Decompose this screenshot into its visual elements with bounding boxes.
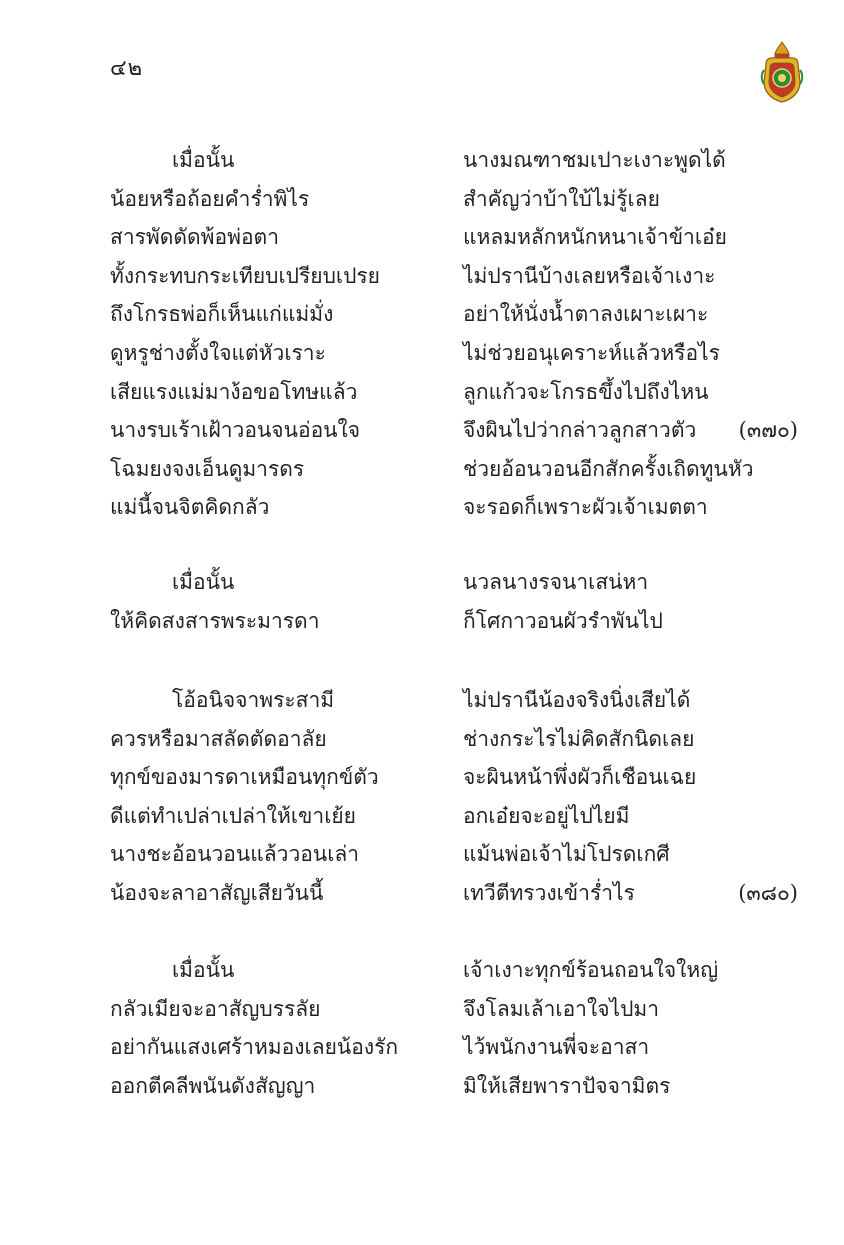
verse-left-hemistich: ดูหรูช่างตั้งใจแต่หัวเราะ — [110, 341, 326, 365]
verse-right-hemistich: เทวีตีทรวงเข้าร่ำไร — [463, 881, 635, 905]
verse-right-hemistich: สำคัญว่าบ้าใบ้ไม่รู้เลย — [463, 186, 660, 211]
verse-left-hemistich: น้อยหรือถ้อยคำร่ำพิไร — [110, 186, 310, 211]
verse-right-hemistich: ไม่ช่วยอนุเคราะห์แล้วหรือไร — [463, 341, 720, 365]
verse-right-hemistich: นางมณฑาชมเปาะเงาะพูดได้ — [463, 148, 726, 172]
verse-right-hemistich: นวลนางรจนาเสน่หา — [463, 570, 649, 594]
verse-right-hemistich: มิให้เสียพาราปัจจามิตร — [463, 1073, 671, 1098]
verse-left-hemistich: สารพัดดัดพ้อพ่อตา — [110, 225, 279, 250]
verse-left-hemistich: นางรบเร้าเฝ้าวอนจนอ่อนใจ — [110, 418, 361, 443]
verse-right-hemistich: แหลมหลักหนักหนาเจ้าข้าเอ๋ย — [463, 225, 727, 250]
verse-left-hemistich: เมื่อนั้น — [172, 958, 235, 982]
verse-left-hemistich: น้องจะลาอาสัญเสียวันนี้ — [110, 881, 324, 905]
verse-left-hemistich: ออกตีคลีพนันดังสัญญา — [110, 1073, 316, 1098]
verse-right-hemistich: จึงผินไปว่ากล่าวลูกสาวตัว — [463, 418, 697, 443]
verse-left-hemistich: โอ้อนิจจาพระสามี — [172, 688, 335, 712]
verse-left-hemistich: ให้คิดสงสารพระมารดา — [110, 608, 320, 633]
verse-right-hemistich: อกเอ๋ยจะอยู่ไปไยมี — [463, 803, 630, 828]
page-number: ๔๒ — [110, 56, 144, 81]
verse-number-marker: (๓๘๐) — [738, 881, 798, 905]
verse-right-hemistich: จะรอดก็เพราะผัวเจ้าเมตตา — [463, 495, 708, 520]
verse-right-hemistich: แม้นพ่อเจ้าไม่โปรดเกศี — [463, 842, 670, 867]
verse-left-hemistich: เสียแรงแม่มาง้อขอโทษแล้ว — [110, 379, 358, 404]
verse-right-hemistich: ช่วยอ้อนวอนอีกสักครั้งเถิดทูนหัว — [463, 456, 754, 481]
verse-right-hemistich: ช่างกระไรไม่คิดสักนิดเลย — [463, 726, 695, 751]
verse-right-hemistich: ลูกแก้วจะโกรธขึ้งไปถึงไหน — [463, 379, 709, 404]
verse-right-hemistich: ไว้พนักงานพี่จะอาสา — [463, 1035, 650, 1060]
verse-right-hemistich: อย่าให้นั่งน้ำตาลงเผาะเผาะ — [463, 302, 709, 327]
verse-left-hemistich: อย่ากันแสงเศร้าหมองเลยน้องรัก — [110, 1035, 399, 1060]
verse-left-hemistich: ควรหรือมาสลัดตัดอาลัย — [110, 726, 327, 751]
verse-left-hemistich: เมื่อนั้น — [172, 148, 235, 172]
verse-right-hemistich: จึงโลมเล้าเอาใจไปมา — [463, 996, 660, 1021]
verse-number-marker: (๓๗๐) — [738, 418, 798, 443]
verse-left-hemistich: โฉมยงจงเอ็นดูมารดร — [110, 456, 305, 481]
verse-left-hemistich: ทุกข์ของมารดาเหมือนทุกข์ตัว — [110, 765, 379, 790]
seal-emblem-icon — [758, 40, 806, 104]
verse-left-hemistich: ดีแต่ทำเปล่าเปล่าให้เขาเย้ย — [110, 803, 356, 828]
verse-right-hemistich: ก็โศกาวอนผัวรำพันไป — [463, 608, 663, 633]
verse-left-hemistich: ถึงโกรธพ่อก็เห็นแก่แม่มั่ง — [110, 302, 334, 327]
verse-right-hemistich: เจ้าเงาะทุกข์ร้อนถอนใจใหญ่ — [463, 958, 719, 982]
verse-right-hemistich: ไม่ปรานีบ้างเลยหรือเจ้าเงาะ — [463, 263, 716, 288]
verse-left-hemistich: แม่นี้จนจิตคิดกลัว — [110, 495, 270, 520]
verse-right-hemistich: จะผินหน้าพึ่งผัวก็เชือนเฉย — [463, 765, 697, 790]
verse-left-hemistich: นางชะอ้อนวอนแล้ววอนเล่า — [110, 842, 360, 867]
verse-right-hemistich: ไม่ปรานีน้องจริงนิ่งเสียได้ — [463, 688, 691, 712]
verse-left-hemistich: เมื่อนั้น — [172, 570, 235, 594]
verse-left-hemistich: ทั้งกระทบกระเทียบเปรียบเปรย — [110, 263, 380, 288]
verse-left-hemistich: กลัวเมียจะอาสัญบรรลัย — [110, 996, 321, 1021]
